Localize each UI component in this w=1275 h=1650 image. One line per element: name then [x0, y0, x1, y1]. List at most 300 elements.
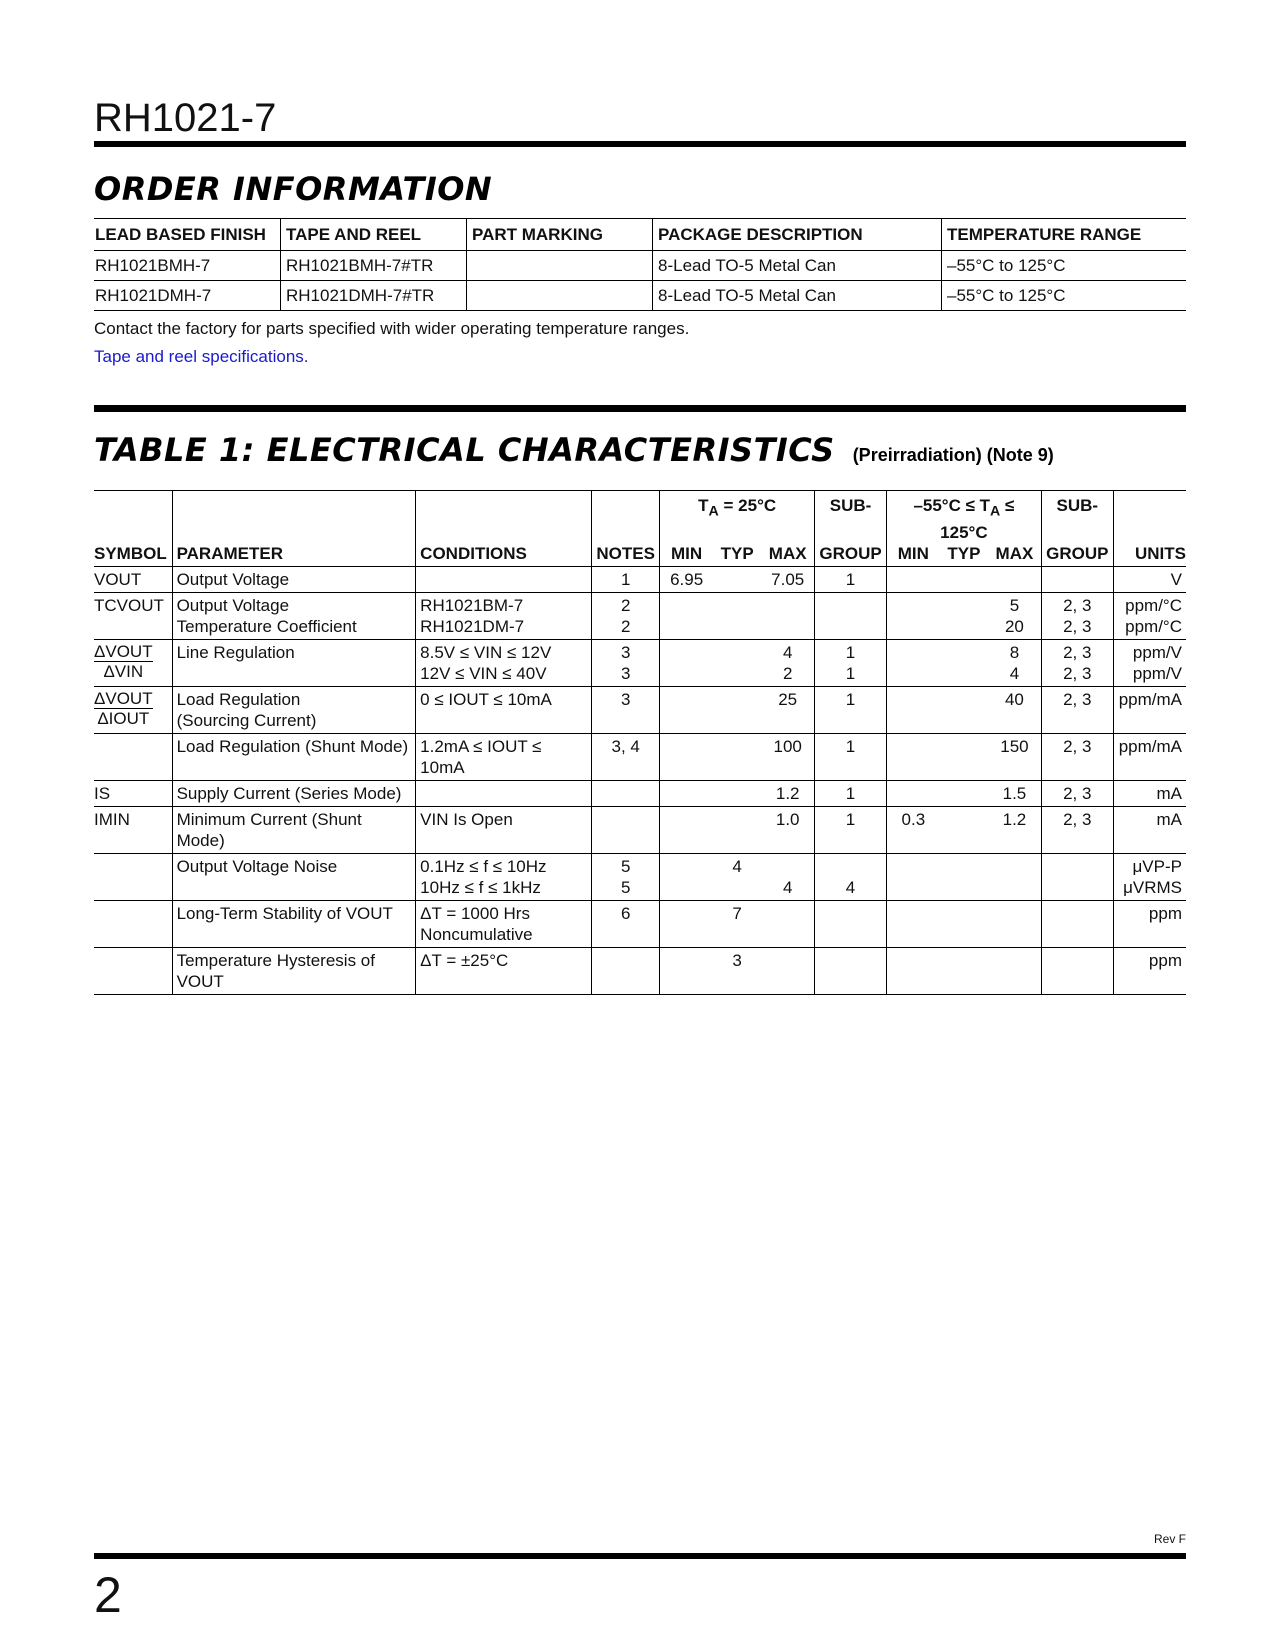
subgroup-cell-line: 2, 3: [1063, 596, 1092, 616]
min-header: MIN: [887, 543, 940, 567]
ec-header-row-1: [94, 491, 1186, 544]
subgroup-cell-line: [1046, 950, 1109, 971]
order-row: [94, 281, 1186, 311]
notes-cell-line: 5: [620, 857, 631, 877]
notes-cell-line: 3, 4: [611, 737, 640, 757]
order-cell: 8-Lead TO-5 Metal Can: [653, 251, 942, 281]
min-cell-line: [664, 595, 709, 616]
units-cell: [1113, 567, 1186, 593]
units-cell: [1113, 687, 1186, 734]
units-cell: [1113, 854, 1186, 901]
notes-cell: [592, 948, 660, 995]
tape-reel-spec-link[interactable]: Tape and reel specifications.: [94, 347, 309, 366]
units-cell: [1113, 734, 1186, 781]
symbol-fraction: [94, 689, 153, 728]
max-cell-line: [992, 903, 1037, 924]
order-header-row: [94, 219, 1186, 251]
subgroup-cell-line: 2, 3: [1063, 643, 1092, 663]
typ-header: TYP: [713, 543, 762, 567]
subgroup-cell: [1041, 901, 1113, 948]
order-information-table: [94, 218, 1186, 311]
order-cell: [467, 251, 653, 281]
typ-cell: [940, 567, 989, 593]
subgroup-cell-line: 2, 3: [1063, 617, 1092, 637]
notes-cell-line: [596, 950, 655, 971]
typ-cell: [940, 901, 989, 948]
parameter-cell: [172, 807, 416, 854]
subgroup-cell: [814, 567, 886, 593]
subgroup-cell: [1041, 567, 1113, 593]
symbol-cell: [94, 687, 172, 734]
notes-cell-line: 5: [620, 878, 631, 898]
min-cell: [887, 854, 940, 901]
order-col-header: PACKAGE DESCRIPTION: [653, 219, 942, 251]
min-cell-line: [664, 809, 709, 830]
min-cell: [887, 734, 940, 781]
subgroup-cell: [1041, 593, 1113, 640]
units-cell-line: ppm/mA: [1118, 690, 1182, 710]
notes-cell-line: 1: [620, 570, 631, 590]
notes-cell: [592, 640, 660, 687]
min-cell-line: 0.3: [901, 810, 926, 830]
table-row: [94, 901, 1186, 948]
units-cell-line: mA: [1156, 810, 1182, 830]
typ-cell-line: [944, 856, 985, 877]
sub-header: SUB-: [1041, 491, 1113, 544]
subgroup-cell: [1041, 854, 1113, 901]
max-cell: [761, 567, 814, 593]
max-cell-line: 1.0: [775, 810, 800, 830]
conditions-cell-line: RH1021BM-7: [420, 596, 524, 616]
min-cell: [887, 948, 940, 995]
subgroup-cell-line: 1: [845, 690, 856, 710]
order-cell: 8-Lead TO-5 Metal Can: [653, 281, 942, 311]
max-cell: [761, 687, 814, 734]
parameter-cell: [172, 687, 416, 734]
subgroup-cell-line: [819, 856, 882, 877]
subgroup-cell: [1041, 687, 1113, 734]
units-cell: [1113, 901, 1186, 948]
typ-cell-line: [717, 595, 758, 616]
notes-cell: [592, 854, 660, 901]
units-cell-line: μVRMS: [1123, 878, 1182, 898]
max-cell-line: 1.2: [1002, 810, 1027, 830]
parameter-cell-line: Long-Term Stability of VOUT: [176, 904, 393, 924]
notes-cell-line: 3: [620, 690, 631, 710]
ta-range-header: $-55^\circ C \le T_A \le 125^\circ C$: [887, 491, 1042, 544]
subgroup-cell: [814, 734, 886, 781]
max-header: MAX: [761, 543, 814, 567]
min-cell-line: [664, 783, 709, 804]
subgroup-cell: [814, 854, 886, 901]
max-cell-line: [992, 950, 1037, 971]
symbol-text: VOUT: [94, 570, 142, 590]
min-cell: [660, 807, 713, 854]
parameter-cell: [172, 854, 416, 901]
min-cell-line: [891, 736, 936, 757]
min-cell-line: [891, 689, 936, 710]
max-cell: [761, 807, 814, 854]
units-cell-line: V: [1170, 570, 1182, 590]
symbol-header: SYMBOL: [94, 543, 172, 567]
symbol-denominator: ΔIOUT: [97, 709, 150, 729]
units-cell-line: ppm/°C: [1125, 596, 1182, 616]
min-cell: [660, 734, 713, 781]
notes-cell: [592, 567, 660, 593]
min-cell: [887, 901, 940, 948]
typ-cell: [713, 901, 762, 948]
subgroup-cell-line: 1: [845, 810, 856, 830]
datasheet-page: [94, 0, 1186, 1650]
conditions-cell: [416, 781, 592, 807]
max-cell: [988, 901, 1041, 948]
conditions-header: CONDITIONS: [416, 543, 592, 567]
order-information-title: ORDER INFORMATION: [94, 170, 493, 208]
max-cell-line: [765, 903, 810, 924]
subgroup-cell: [814, 687, 886, 734]
units-cell-line: μVP-P: [1132, 857, 1182, 877]
notes-cell-line: [596, 783, 655, 804]
subgroup-cell: [814, 781, 886, 807]
subgroup-cell: [1041, 807, 1113, 854]
typ-cell: [940, 687, 989, 734]
group-header: GROUP: [1041, 543, 1113, 567]
order-col-header: TEMPERATURE RANGE: [942, 219, 1187, 251]
max-cell: [761, 901, 814, 948]
units-cell-line: ppm/V: [1132, 643, 1182, 663]
typ-cell-line: [944, 903, 985, 924]
ta25-header: $T_A = 25^\circ C$: [660, 491, 815, 544]
max-cell-line: 4: [1009, 664, 1020, 684]
units-cell-line: ppm: [1148, 904, 1182, 924]
order-cell: –55°C to 125°C: [942, 281, 1187, 311]
conditions-cell-line: Noncumulative: [420, 925, 533, 945]
notes-cell: [592, 901, 660, 948]
conditions-cell-line: 0 ≤ IOUT ≤ 10mA: [420, 690, 552, 710]
max-header: MAX: [988, 543, 1041, 567]
subgroup-cell: [1041, 781, 1113, 807]
typ-cell: [713, 640, 762, 687]
min-cell-line: [664, 736, 709, 757]
max-cell-line: [992, 569, 1037, 590]
typ-cell: [713, 734, 762, 781]
part-number-title: RH1021-7: [94, 96, 277, 140]
typ-cell: [713, 593, 762, 640]
ec-header-row-2: [94, 543, 1186, 567]
max-cell-line: [765, 595, 810, 616]
typ-cell-line: [944, 595, 985, 616]
min-cell: [887, 807, 940, 854]
order-cell: RH1021BMH-7#TR: [281, 251, 467, 281]
max-cell: [988, 687, 1041, 734]
units-cell-line: ppm: [1148, 951, 1182, 971]
max-cell-line: 25: [778, 690, 798, 710]
parameter-cell-line: Load Regulation: [176, 690, 301, 710]
symbol-numerator: ΔVOUT: [94, 642, 153, 662]
units-cell: [1113, 948, 1186, 995]
typ-cell-line: 4: [732, 857, 742, 877]
order-cell: RH1021BMH-7: [94, 251, 281, 281]
subgroup-cell-line: 1: [845, 570, 856, 590]
page-number: 2: [94, 1567, 122, 1623]
table-row: [94, 687, 1186, 734]
subgroup-cell-line: 1: [845, 784, 856, 804]
symbol-fraction: [94, 642, 153, 681]
typ-cell-line: 7: [732, 904, 742, 924]
typ-cell-line: [717, 569, 758, 590]
parameter-cell-line: Output Voltage: [176, 596, 290, 616]
typ-cell-line: 3: [732, 951, 742, 971]
notes-cell-line: 2: [620, 596, 631, 616]
max-cell: [988, 781, 1041, 807]
symbol-cell: [94, 640, 172, 687]
max-cell: [761, 734, 814, 781]
section-rule: [94, 405, 1186, 412]
typ-cell-line: [944, 689, 985, 710]
symbol-cell: [94, 593, 172, 640]
conditions-cell-line: 8.5V ≤ VIN ≤ 12V: [420, 643, 552, 663]
notes-cell-line: 3: [620, 664, 631, 684]
units-cell: [1113, 593, 1186, 640]
typ-cell: [940, 781, 989, 807]
typ-cell: [713, 781, 762, 807]
subgroup-cell-line: [1046, 903, 1109, 924]
max-cell-line: 5: [1009, 596, 1020, 616]
units-cell: [1113, 807, 1186, 854]
typ-cell: [713, 567, 762, 593]
units-cell-line: ppm/V: [1132, 664, 1182, 684]
min-cell-line: [891, 783, 936, 804]
subgroup-cell-line: 2, 3: [1063, 737, 1092, 757]
symbol-cell: [94, 734, 172, 781]
subgroup-cell-line: 2, 3: [1063, 664, 1092, 684]
symbol-cell: [94, 781, 172, 807]
typ-cell: [713, 948, 762, 995]
parameter-cell-line: Supply Current (Series Mode): [176, 784, 402, 804]
min-cell-line: [891, 642, 936, 663]
min-cell-line: [664, 903, 709, 924]
footer-rule: [94, 1553, 1186, 1559]
notes-header: NOTES: [592, 543, 660, 567]
max-cell: [761, 640, 814, 687]
min-cell: [660, 593, 713, 640]
max-cell: [761, 854, 814, 901]
subgroup-cell-line: 2, 3: [1063, 690, 1092, 710]
subgroup-cell-line: 1: [845, 737, 856, 757]
max-cell: [761, 781, 814, 807]
typ-cell-line: [717, 736, 758, 757]
header-rule: [94, 141, 1186, 147]
min-cell: [660, 567, 713, 593]
min-cell-line: 6.95: [670, 570, 704, 590]
parameter-cell-line: Load Regulation (Shunt Mode): [176, 737, 409, 757]
min-cell-line: [891, 856, 936, 877]
subgroup-cell-line: 2, 3: [1063, 784, 1092, 804]
typ-cell: [713, 687, 762, 734]
table-row: [94, 567, 1186, 593]
units-cell: [1113, 640, 1186, 687]
notes-cell: [592, 593, 660, 640]
order-cell: [467, 281, 653, 311]
min-cell-line: [891, 950, 936, 971]
conditions-cell-line: ΔT = ±25°C: [420, 951, 509, 971]
typ-cell-line: [944, 783, 985, 804]
subgroup-cell-line: [1046, 569, 1109, 590]
conditions-cell: [416, 593, 592, 640]
typ-cell-line: [944, 569, 985, 590]
subgroup-cell-line: [819, 950, 882, 971]
symbol-cell: [94, 901, 172, 948]
conditions-cell: [416, 854, 592, 901]
typ-cell-line: [944, 950, 985, 971]
parameter-cell: [172, 734, 416, 781]
table-row: [94, 734, 1186, 781]
conditions-cell-line: VIN Is Open: [420, 810, 513, 830]
min-cell-line: [664, 689, 709, 710]
table1-title: [94, 431, 1054, 469]
symbol-numerator: ΔVOUT: [94, 689, 153, 709]
conditions-cell: [416, 948, 592, 995]
min-cell-line: [664, 642, 709, 663]
max-cell: [988, 593, 1041, 640]
max-cell-line: [992, 856, 1037, 877]
max-cell: [761, 593, 814, 640]
parameter-cell: [172, 901, 416, 948]
conditions-cell-line: [420, 569, 587, 590]
min-cell: [660, 640, 713, 687]
symbol-text: IS: [94, 784, 111, 804]
parameter-cell-line: (Sourcing Current): [176, 711, 317, 731]
notes-cell-line: 2: [620, 617, 631, 637]
symbol-cell: [94, 807, 172, 854]
notes-cell-line: [596, 809, 655, 830]
notes-cell: [592, 687, 660, 734]
max-cell-line: 4: [782, 878, 793, 898]
table-row: [94, 948, 1186, 995]
max-cell-line: 100: [773, 737, 802, 757]
typ-cell-line: [717, 783, 758, 804]
max-cell: [988, 567, 1041, 593]
symbol-cell: [94, 948, 172, 995]
min-cell: [660, 687, 713, 734]
max-cell-line: 1.2: [775, 784, 800, 804]
typ-cell-line: [944, 642, 985, 663]
subgroup-cell-line: [1046, 856, 1109, 877]
notes-cell-line: 3: [620, 643, 631, 663]
max-cell: [988, 854, 1041, 901]
subgroup-cell: [814, 807, 886, 854]
symbol-text: TCVOUT: [94, 596, 164, 616]
symbol-cell: [94, 567, 172, 593]
typ-cell-line: [717, 877, 758, 898]
notes-cell: [592, 734, 660, 781]
parameter-cell-line: Line Regulation: [176, 643, 295, 663]
parameter-cell: [172, 781, 416, 807]
conditions-cell-line: 0.1Hz ≤ f ≤ 10Hz: [420, 857, 547, 877]
min-cell-line: [891, 595, 936, 616]
factory-contact-note: Contact the factory for parts specified with wider operating temperature ranges.: [94, 319, 690, 338]
subgroup-cell: [1041, 734, 1113, 781]
parameter-cell-line: Output Voltage: [176, 570, 290, 590]
min-cell-line: [664, 950, 709, 971]
max-cell: [988, 948, 1041, 995]
parameter-cell: [172, 567, 416, 593]
typ-cell: [940, 734, 989, 781]
subgroup-cell: [814, 593, 886, 640]
table-row: [94, 640, 1186, 687]
order-cell: –55°C to 125°C: [942, 251, 1187, 281]
subgroup-cell-line: 2, 3: [1063, 810, 1092, 830]
symbol-denominator: ΔVIN: [103, 662, 144, 682]
conditions-cell: [416, 640, 592, 687]
units-cell-line: mA: [1156, 784, 1182, 804]
group-header: GROUP: [814, 543, 886, 567]
conditions-cell-line: ΔT = 1000 Hrs: [420, 904, 530, 924]
typ-cell: [940, 640, 989, 687]
conditions-cell-line: [420, 783, 587, 804]
typ-cell-line: [944, 809, 985, 830]
table-row: [94, 593, 1186, 640]
subgroup-cell-line: [819, 595, 882, 616]
subgroup-cell: [1041, 948, 1113, 995]
subgroup-cell-line: [819, 903, 882, 924]
conditions-cell: [416, 734, 592, 781]
parameter-cell-line: Temperature Coefficient: [176, 617, 357, 637]
order-col-header: LEAD BASED FINISH: [94, 219, 281, 251]
notes-cell: [592, 781, 660, 807]
max-cell: [988, 807, 1041, 854]
units-header: UNITS: [1113, 543, 1186, 567]
revision-label: Rev F: [1153, 1532, 1186, 1546]
conditions-cell: [416, 567, 592, 593]
conditions-cell-line: 1.2mA ≤ IOUT ≤ 10mA: [420, 737, 542, 778]
subgroup-cell: [814, 640, 886, 687]
order-col-header: TAPE AND REEL: [281, 219, 467, 251]
notes-cell-line: 6: [620, 904, 631, 924]
max-cell-line: 1.5: [1002, 784, 1027, 804]
max-cell-line: 8: [1009, 643, 1020, 663]
order-row: [94, 251, 1186, 281]
max-cell-line: [765, 856, 810, 877]
units-cell-line: ppm/mA: [1118, 737, 1182, 757]
order-cell: RH1021DMH-7: [94, 281, 281, 311]
typ-cell: [940, 593, 989, 640]
units-cell-line: ppm/°C: [1125, 617, 1182, 637]
max-cell: [988, 640, 1041, 687]
min-cell: [887, 593, 940, 640]
min-cell: [660, 854, 713, 901]
typ-cell-line: [717, 689, 758, 710]
min-cell: [660, 948, 713, 995]
max-cell-line: 150: [1000, 737, 1029, 757]
typ-cell-line: [944, 736, 985, 757]
symbol-cell: [94, 854, 172, 901]
subgroup-cell: [814, 901, 886, 948]
table-row: [94, 781, 1186, 807]
subgroup-cell: [1041, 640, 1113, 687]
conditions-cell-line: RH1021DM-7: [420, 617, 525, 637]
subgroup-cell: [814, 948, 886, 995]
typ-header: TYP: [940, 543, 989, 567]
conditions-cell-line: 12V ≤ VIN ≤ 40V: [420, 664, 547, 684]
conditions-cell: [416, 901, 592, 948]
typ-cell-line: [717, 809, 758, 830]
parameter-cell-line: Temperature Hysteresis of VOUT: [176, 951, 375, 992]
order-col-header: PART MARKING: [467, 219, 653, 251]
min-cell-line: [891, 903, 936, 924]
max-cell-line: 20: [1004, 617, 1024, 637]
max-cell-line: [765, 950, 810, 971]
